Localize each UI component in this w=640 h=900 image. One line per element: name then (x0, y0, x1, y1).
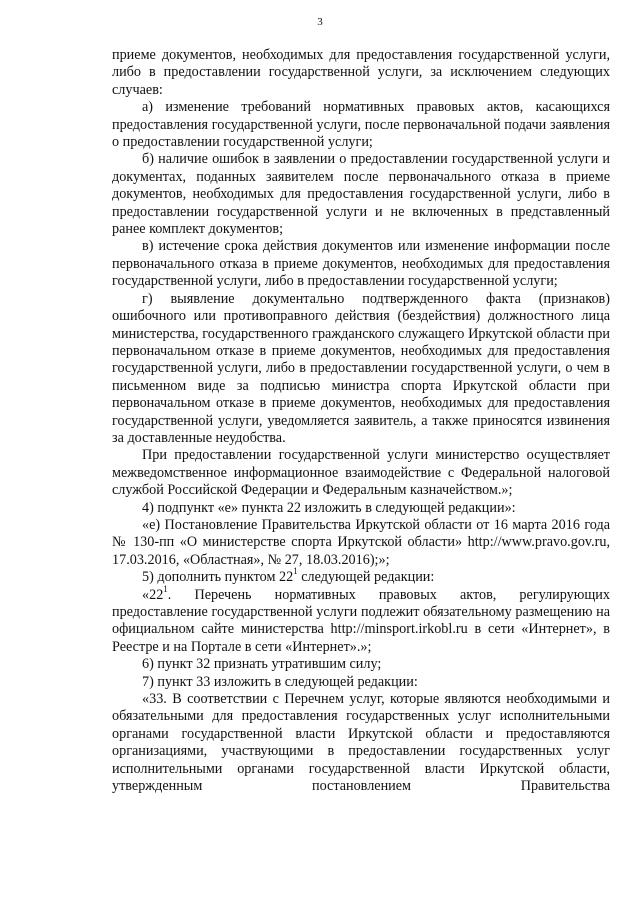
paragraph-continuation: приеме документов, необходимых для предоставления государственной услуги, либо в предоставлении государственной услуги, за исключением следующих случаев: (112, 47, 610, 98)
paragraph-amendment-6: 6) пункт 32 признать утратившим силу; (142, 656, 382, 673)
paragraph-point-33: «33. В соответствии с Перечнем услуг, которые являются необходимыми и обязательными для предоставления государственных услуг исполнительными органами государственной власти Иркутской области и предоставляются организациями, участвующими в предоставлении государственных услуг исполнительными органами государственной власти Иркутской области, утвержденным постановлением Правительства (112, 691, 610, 795)
paragraph-item-a: а) изменение требований нормативных правовых актов, касающихся предоставления государственной услуги, после первоначальной подачи заявления о предоставлении государственной услуги; (112, 99, 610, 151)
paragraph-item-v: в) истечение срока действия документов или изменение информации после первоначального отказа в приеме документов, необходимых для предоставления государственной услуги, либо в предоставлении государственной услуги; (112, 238, 610, 290)
superscript: 1 (293, 566, 298, 577)
text-fragment: 5) дополнить пунктом 22 (142, 569, 294, 586)
text-fragment: «22 (142, 586, 164, 603)
paragraph-amendment-5 (112, 566, 610, 586)
document-body (112, 47, 610, 795)
superscript: 1 (163, 583, 168, 594)
paragraph-amendment-4: 4) подпункт «е» пункта 22 изложить в следующей редакции»: (142, 499, 516, 516)
text-fragment: . Перечень нормативных правовых актов, регулирующих предоставление государственной услуги подлежит обязательному размещению на официальном сайте министерства http://minsport.irkobl.ru в сети «Интернет», в Реестре и на Портале в сети «Интернет».»; (112, 586, 610, 655)
text-fragment: следующей редакции: (297, 569, 435, 586)
paragraph-subitem-e: «е) Постановление Правительства Иркутской области от 16 марта 2016 года № 130-пп «О министерстве спорта Иркутской области» http://www.pravo.gov.ru, 17.03.2016, «Областная», № 27, 18.03.2016);»; (112, 516, 610, 568)
paragraph-amendment-7: 7) пункт 33 изложить в следующей редакции: (142, 673, 418, 690)
paragraph-item-g: г) выявление документально подтвержденного факта (признаков) ошибочного или противоправного действия (бездействия) должностного лица министерства, государственного гражданского служащего Иркутской области при первоначальном отказе в приеме документов, необходимых для предоставления государственной услуги, либо в предоставлении государственной услуги, о чем в письменном виде за подписью министра спорта Иркутской области при первоначальном отказе в приеме документов, необходимых для предоставления государственной услуги, уведомляется заявитель, а также приносятся извинения за доставленные неудобства. (112, 290, 610, 446)
paragraph-interaction: При предоставлении государственной услуги министерство осуществляет межведомственное информационное взаимодействие с Федеральной налоговой службой Российской Федерации и Федеральным казначейством.»; (112, 447, 610, 499)
paragraph-point-22-1 (112, 583, 610, 657)
page-number: 3 (317, 16, 323, 28)
paragraph-item-b: б) наличие ошибок в заявлении о предоставлении государственной услуги и документах, поданных заявителем после первоначального отказа в приеме документов, необходимых для предоставления государственной услуги, либо в предоставлении государственной услуги и не включенных в представленный ранее комплект документов; (112, 151, 610, 238)
